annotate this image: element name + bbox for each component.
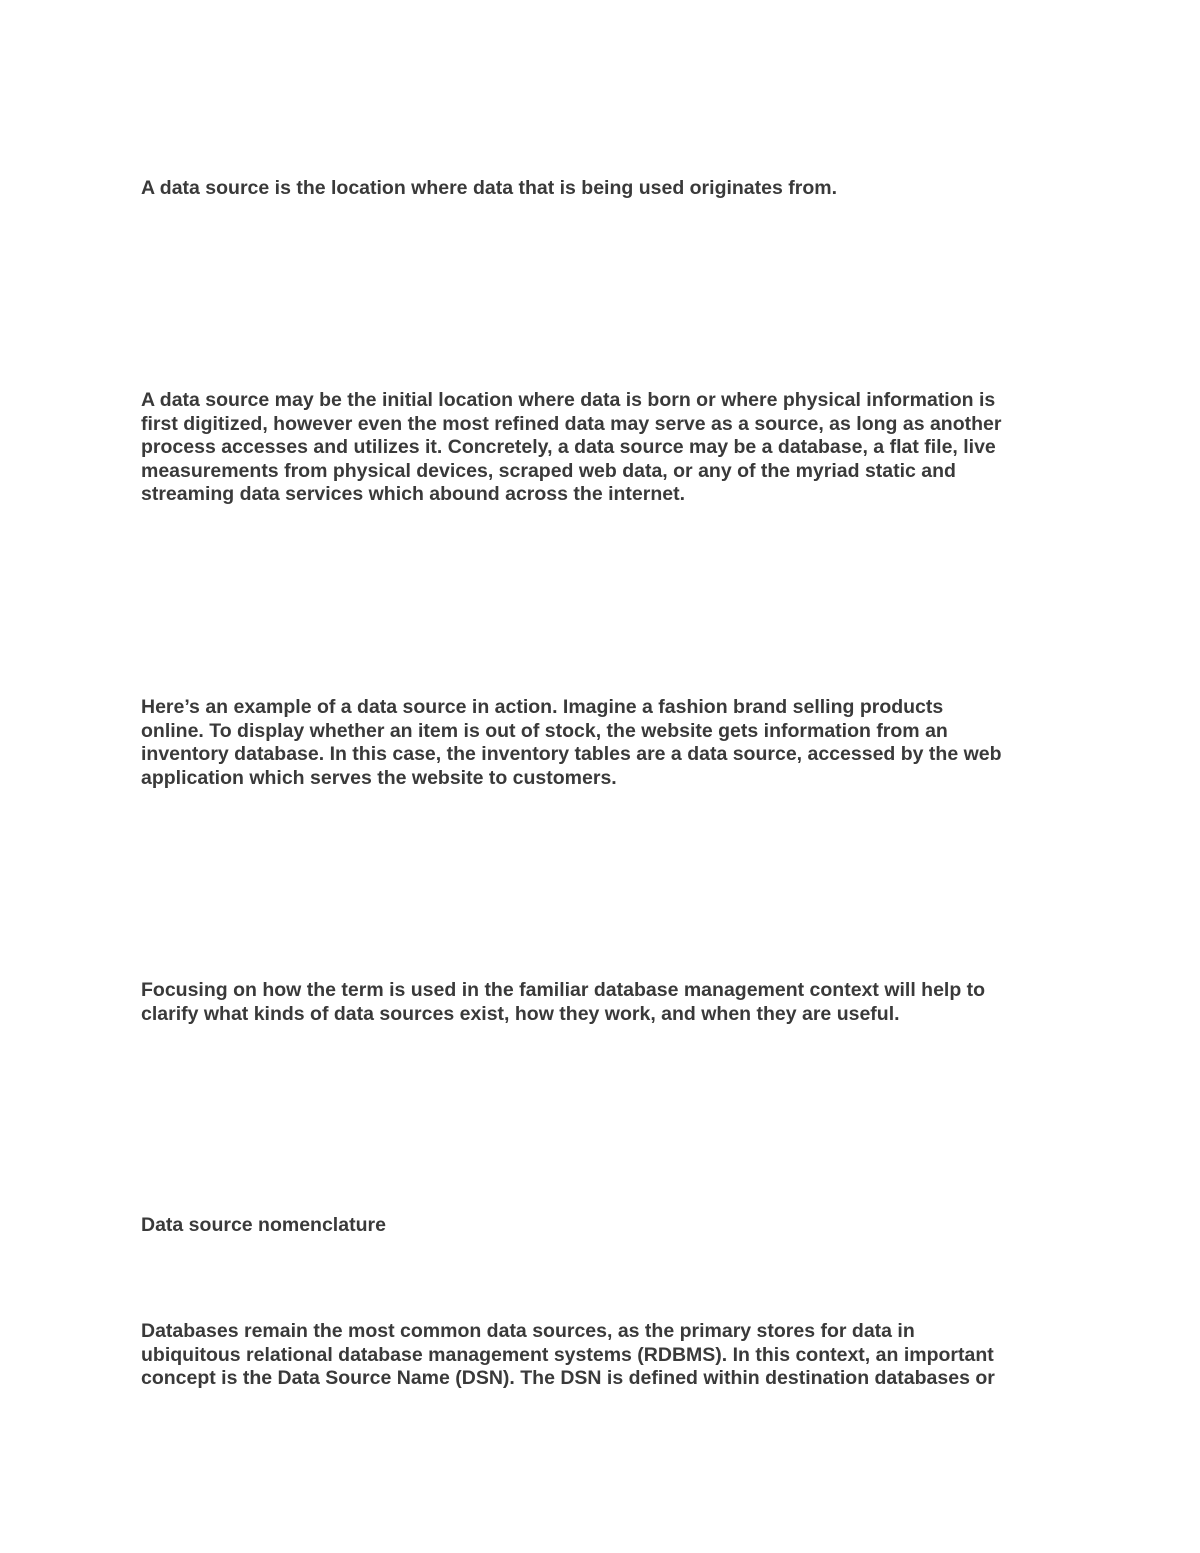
text-line: online. To display whether an item is out of stock, the website gets information from an bbox=[141, 719, 948, 742]
text-line: first digitized, however even the most refined data may serve as a source, as long as another bbox=[141, 412, 1002, 435]
text-line: Here’s an example of a data source in action. Imagine a fashion brand selling products bbox=[141, 696, 944, 718]
paragraph-definition bbox=[141, 177, 1061, 201]
text-line: measurements from physical devices, scraped web data, or any of the myriad static and bbox=[141, 459, 956, 482]
section-heading bbox=[141, 1214, 1061, 1238]
text-line: Databases remain the most common data sources, as the primary stores for data in bbox=[141, 1320, 915, 1342]
heading-text: Data source nomenclature bbox=[141, 1214, 386, 1236]
text-line: streaming data services which abound across the internet. bbox=[141, 483, 686, 505]
text-line: application which serves the website to customers. bbox=[141, 766, 617, 789]
text-line: Focusing on how the term is used in the familiar database management context will help to bbox=[141, 979, 986, 1001]
paragraph-databases bbox=[141, 1320, 1061, 1391]
text-line: inventory database. In this case, the inventory tables are a data source, accessed by the web bbox=[141, 743, 1002, 765]
text-line: A data source may be the initial location where data is born or where physical information is bbox=[141, 389, 996, 411]
text-line: ubiquitous relational database management systems (RDBMS). In this context, an important bbox=[141, 1343, 994, 1366]
text-line: concept is the Data Source Name (DSN). The DSN is defined within destination databases or bbox=[141, 1367, 995, 1389]
paragraph-origin bbox=[141, 389, 1061, 507]
text-line: clarify what kinds of data sources exist, how they work, and when they are useful. bbox=[141, 1002, 900, 1025]
text-line: A data source is the location where data that is being used originates from. bbox=[141, 177, 838, 199]
paragraph-focus bbox=[141, 979, 1061, 1026]
text-line: process accesses and utilizes it. Concretely, a data source may be a database, a flat file, live bbox=[141, 436, 996, 458]
paragraph-example bbox=[141, 696, 1061, 790]
